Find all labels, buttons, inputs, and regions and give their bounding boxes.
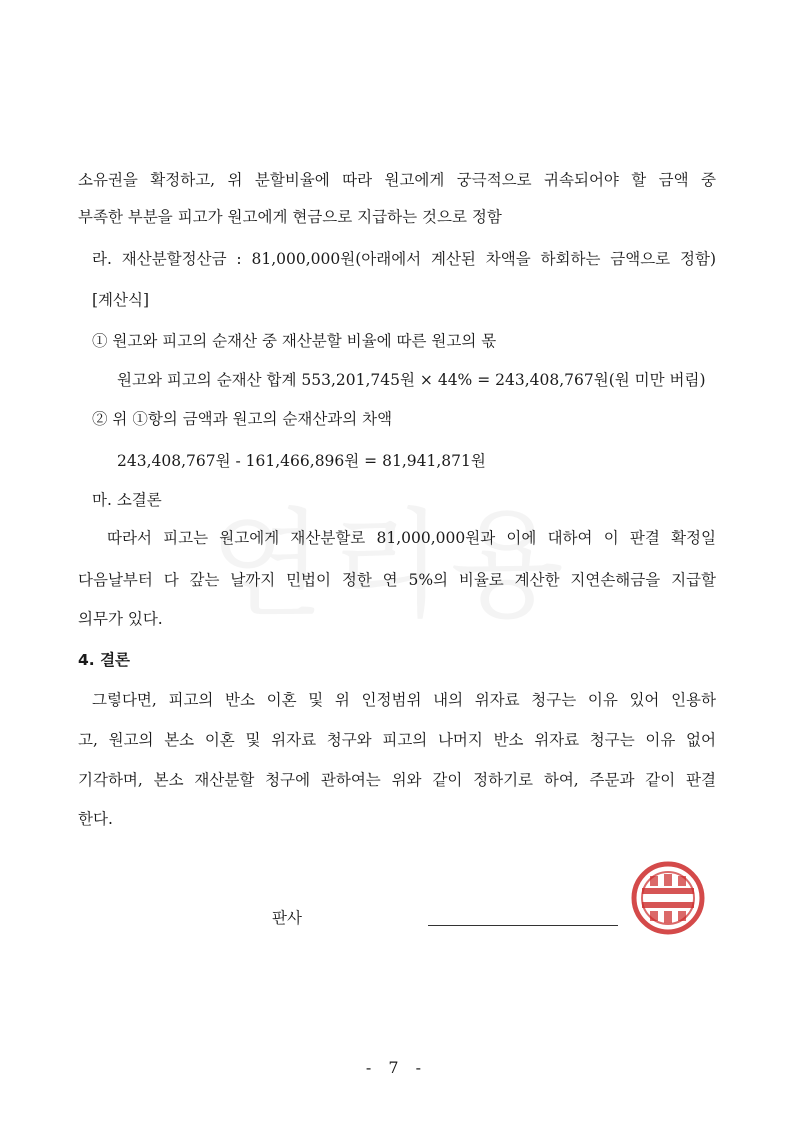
watermark <box>210 470 570 640</box>
calculation-step-2-title: ② 위 ①항의 금액과 원고의 순재산과의 차액 <box>92 410 393 428</box>
page-number: - 7 - <box>365 1058 428 1077</box>
paragraph-line: 부족한 부분을 피고가 원고에게 현금으로 지급하는 것으로 정함 <box>78 208 502 226</box>
conclusion-line: 다음날부터 다 갚는 날까지 민법이 정한 연 5%의 비율로 계산한 지연손해금을 지급할 <box>78 571 716 589</box>
calculation-step-1-title: ① 원고와 피고의 순재산 중 재산분할 비율에 따른 원고의 몫 <box>92 332 497 350</box>
conclusion-line: 의무가 있다. <box>78 610 163 628</box>
paragraph-line: 소유권을 확정하고, 위 분할비율에 따라 원고에게 궁극적으로 귀속되어야 할 금액 중 <box>78 171 716 189</box>
signature-line <box>428 925 618 926</box>
calculation-label: [계산식] <box>92 291 150 309</box>
section-4-heading: 4. 결론 <box>78 651 131 669</box>
section-ra-heading: 라. 재산분할정산금 : 81,000,000원(아래에서 계산된 차액을 하회하는 금액으로 정함) <box>92 250 716 268</box>
official-seal <box>628 858 708 938</box>
conclusion-line: 따라서 피고는 원고에게 재산분할로 81,000,000원과 이에 대하여 이 판결 확정일 <box>107 529 716 547</box>
final-paragraph-line: 고, 원고의 본소 이혼 및 위자료 청구와 피고의 나머지 반소 위자료 청구는 이유 없어 <box>78 731 716 749</box>
judge-label: 판사 <box>272 909 302 927</box>
calculation-step-1-formula: 원고와 피고의 순재산 합계 553,201,745원 × 44% = 243,408,767원(원 미만 버림) <box>117 371 706 389</box>
calculation-step-2-formula: 243,408,767원 - 161,466,896원 = 81,941,871원 <box>117 452 486 470</box>
final-paragraph-line: 기각하며, 본소 재산분할 청구에 관하여는 위와 같이 정하기로 하여, 주문과 같이 판결 <box>78 771 716 789</box>
final-paragraph-line: 그렇다면, 피고의 반소 이혼 및 위 인정범위 내의 위자료 청구는 이유 있어 인용하 <box>92 691 716 709</box>
final-paragraph-line: 한다. <box>78 810 113 828</box>
section-ma-heading: 마. 소결론 <box>92 491 162 509</box>
